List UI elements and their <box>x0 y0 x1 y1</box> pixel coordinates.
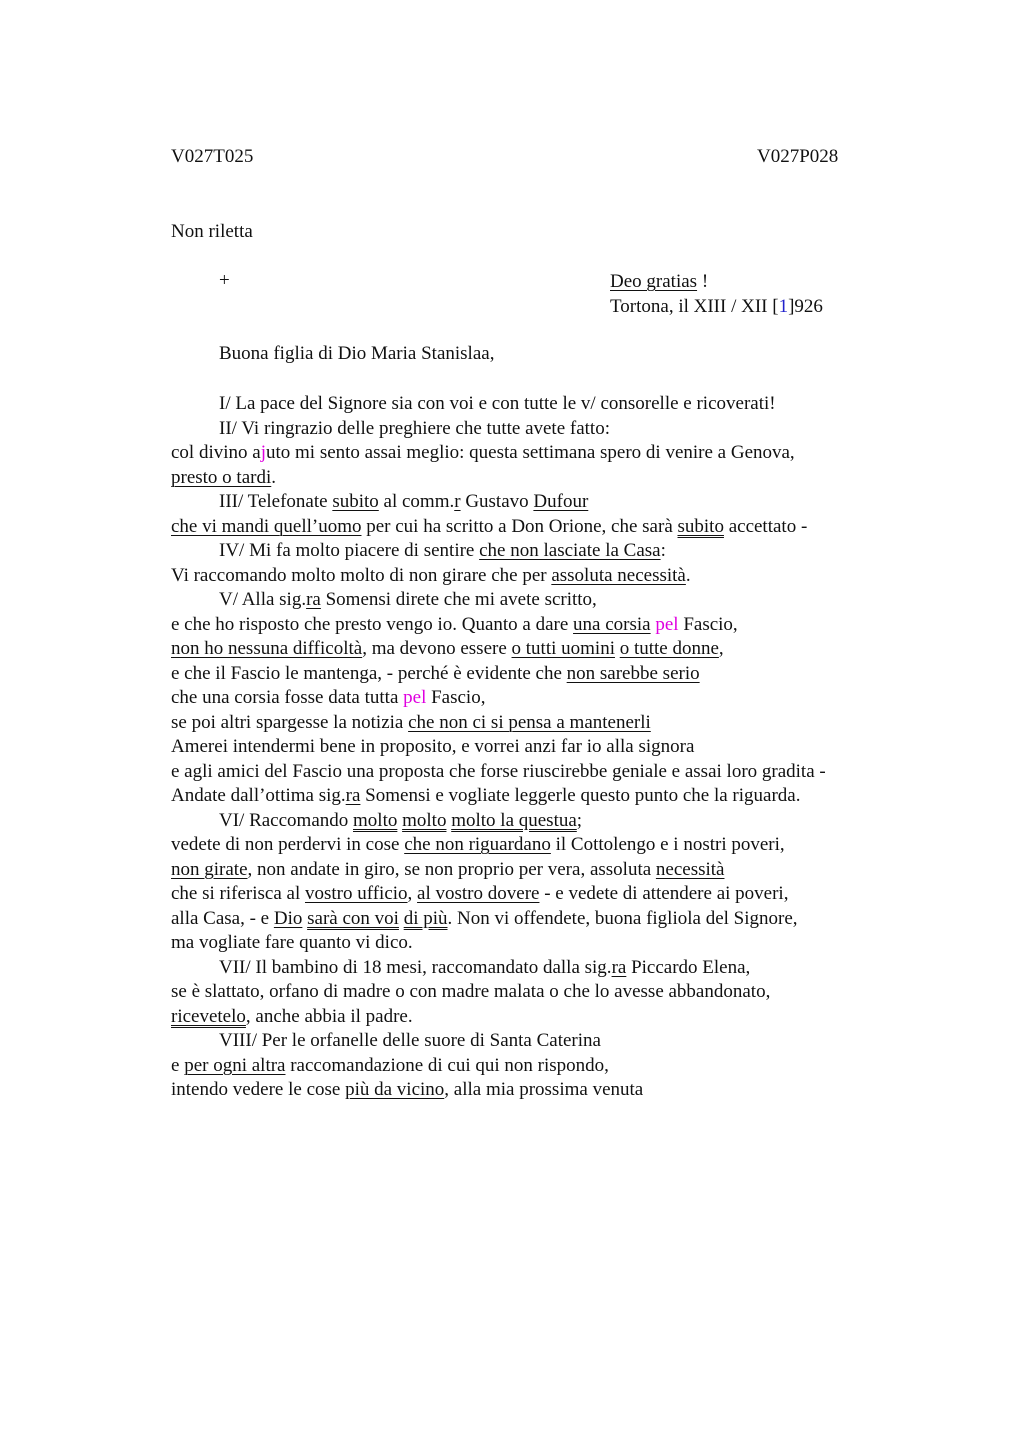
underlined-text: che non ci si pensa a mantenerli <box>408 711 651 733</box>
line-text: - e vedete di attendere ai poveri, <box>539 883 789 904</box>
bracket-digit: 1 <box>778 295 789 317</box>
line-text: Somensi e vogliate leggerle questo punto che la riguarda. <box>360 785 801 806</box>
salutation: Buona figlia di Dio Maria Stanislaa, <box>219 343 495 364</box>
underlined-text: ra <box>611 956 627 978</box>
double-underlined-text: molto <box>402 809 447 831</box>
line-text: vedete di non perdervi in cose <box>171 834 405 855</box>
underlined-text: necessità <box>655 858 725 880</box>
letter-line <box>171 735 826 760</box>
place-date-line <box>610 295 823 320</box>
underlined-text: al vostro dovere <box>417 883 540 904</box>
greeting-text: Deo gratias <box>610 271 698 292</box>
letter-line <box>171 613 826 638</box>
underlined-text: o tutte donne <box>619 638 719 659</box>
underlined-text: vostro ufficio <box>304 883 408 904</box>
letter-line <box>171 882 826 907</box>
underlined-text: che vi mandi quell’uomo <box>171 515 362 537</box>
document-code-right: V027P028 <box>757 146 839 167</box>
line-text: , <box>407 883 418 904</box>
line-text: che si riferisca al <box>171 883 305 904</box>
highlighted-text: pel <box>655 613 679 635</box>
double-underlined-text: di più <box>403 907 448 929</box>
line-text: , ma devono essere <box>362 638 512 659</box>
double-underlined-text: molto <box>353 809 398 831</box>
line-text: Fascio, <box>678 613 738 635</box>
letter-line <box>171 637 826 662</box>
letter-line <box>171 564 826 589</box>
letter-line <box>171 417 826 442</box>
underlined-text: Dufour <box>533 491 589 512</box>
line-text: uto mi sento assai meglio: questa settimana spero di venire a Genova, <box>265 442 795 463</box>
line-text: II/ Vi ringrazio delle preghiere che tutte avete fatto: <box>219 417 610 439</box>
underlined-text: non sarebbe serio <box>566 662 700 684</box>
line-text: . <box>685 564 691 586</box>
letter-line <box>171 686 826 711</box>
line-text: e agli amici del Fascio una proposta che forse riuscirebbe geniale e assai loro gradita - <box>171 760 826 782</box>
line-text: Gustavo <box>460 491 534 512</box>
letter-line <box>171 931 826 956</box>
letter-line <box>171 1054 826 1079</box>
place-date-prefix: Tortona, il XIII / XII [ <box>610 295 779 317</box>
underlined-text: che non lasciate la Casa <box>479 540 661 561</box>
line-text: Piccardo Elena, <box>626 956 751 978</box>
status-note: Non riletta <box>171 221 253 242</box>
letter-line <box>171 441 826 466</box>
line-text: III/ Telefonate <box>219 491 333 512</box>
underlined-text: non ho nessuna difficoltà <box>171 638 363 659</box>
underlined-text: più da vicino <box>345 1079 445 1100</box>
line-text: Vi raccomando molto molto di non girare che per <box>171 564 552 586</box>
line-text: : <box>660 540 666 561</box>
letter-body <box>171 392 826 1103</box>
underlined-text: Dio <box>273 907 303 929</box>
letter-line <box>171 760 826 785</box>
greeting-tail: ! <box>697 271 709 292</box>
line-text: , non andate in giro, se non proprio per vera, assoluta <box>247 858 656 880</box>
cross-mark: + <box>219 270 230 291</box>
line-text: col divino a <box>171 442 261 463</box>
line-text: Amerei intendermi bene in proposito, e vorrei anzi far io alla signora <box>171 736 695 757</box>
letter-line <box>171 515 826 540</box>
line-text: al comm. <box>378 491 455 512</box>
document-code-left: V027T025 <box>171 146 254 167</box>
line-text: I/ La pace del Signore sia con voi e con tutte le v/ consorelle e ricoverati! <box>219 393 776 414</box>
line-text: e <box>171 1054 185 1076</box>
line-text: Somensi direte che mi avete scritto, <box>320 589 597 610</box>
line-text: e che il Fascio le mantenga, - perché è evidente che <box>171 662 567 684</box>
underlined-text: una corsia <box>573 613 651 635</box>
letter-line <box>171 1029 826 1054</box>
letter-line <box>171 490 826 515</box>
letter-line <box>171 711 826 736</box>
line-text: raccomandazione di cui qui non rispondo, <box>285 1054 609 1076</box>
line-text: se è slattato, orfano di madre o con madre malata o che lo avesse abbandonato, <box>171 981 771 1002</box>
line-text: se poi altri spargesse la notizia <box>171 711 409 733</box>
line-text: Andate dall’ottima sig. <box>171 785 346 806</box>
letter-line <box>171 588 826 613</box>
line-text: e che ho risposto che presto vengo io. Quanto a dare <box>171 613 574 635</box>
double-underlined-text: molto la questua <box>451 809 577 831</box>
underlined-text: ra <box>345 785 361 806</box>
line-text: , <box>718 638 724 659</box>
letter-line <box>171 662 826 687</box>
line-text: Fascio, <box>426 687 486 708</box>
double-underlined-text: ricevetelo <box>171 1005 246 1027</box>
letter-line <box>171 809 826 834</box>
letter-line <box>171 466 826 491</box>
letter-line <box>171 784 826 809</box>
letter-line <box>171 833 826 858</box>
letter-line <box>171 539 826 564</box>
line-text: per cui ha scritto a Don Orione, che sarà <box>361 515 678 537</box>
highlighted-text: j <box>260 442 266 463</box>
letter-line <box>171 392 826 417</box>
line-text: ; <box>576 809 583 831</box>
underlined-text: per ogni altra <box>184 1054 286 1076</box>
line-text: alla Casa, - e <box>171 907 274 929</box>
place-date-suffix: ]926 <box>788 295 823 317</box>
line-text: VII/ Il bambino di 18 mesi, raccomandato dalla sig. <box>219 956 612 978</box>
underlined-text: non girate <box>171 858 248 880</box>
line-text: VIII/ Per le orfanelle delle suore di Santa Caterina <box>219 1030 601 1051</box>
letter-line <box>171 907 826 932</box>
underlined-text: o tutti uomini <box>511 638 615 659</box>
letter-line <box>171 1005 826 1030</box>
letter-line <box>171 858 826 883</box>
underlined-text: che non riguardano <box>404 834 551 855</box>
underlined-text: r <box>454 491 461 512</box>
double-underlined-text: subito <box>677 515 724 537</box>
letter-line <box>171 956 826 981</box>
double-underlined-text: sarà con voi <box>307 907 399 929</box>
underlined-text: assoluta necessità <box>551 564 686 586</box>
line-text: . Non vi offendete, buona figliola del Signore, <box>447 907 798 929</box>
underlined-text: subito <box>332 491 379 512</box>
line-text: . <box>271 466 277 488</box>
line-text: VI/ Raccomando <box>219 809 354 831</box>
underlined-text: ra <box>306 589 321 610</box>
line-text: IV/ Mi fa molto piacere di sentire <box>219 540 480 561</box>
line-text: , alla mia prossima venuta <box>444 1079 644 1100</box>
greeting-line <box>610 270 823 295</box>
dateline <box>610 270 823 319</box>
underlined-text: presto o tardi <box>171 466 272 488</box>
line-text: il Cottolengo e i nostri poveri, <box>550 834 785 855</box>
letter-line <box>171 1078 826 1103</box>
line-text: V/ Alla sig. <box>219 589 307 610</box>
letter-line <box>171 980 826 1005</box>
line-text: , anche abbia il padre. <box>245 1005 413 1027</box>
highlighted-text: pel <box>403 687 427 708</box>
line-text: che una corsia fosse data tutta <box>171 687 404 708</box>
line-text: ma vogliate fare quanto vi dico. <box>171 932 413 953</box>
line-text: intendo vedere le cose <box>171 1079 346 1100</box>
line-text: accettato - <box>723 515 808 537</box>
